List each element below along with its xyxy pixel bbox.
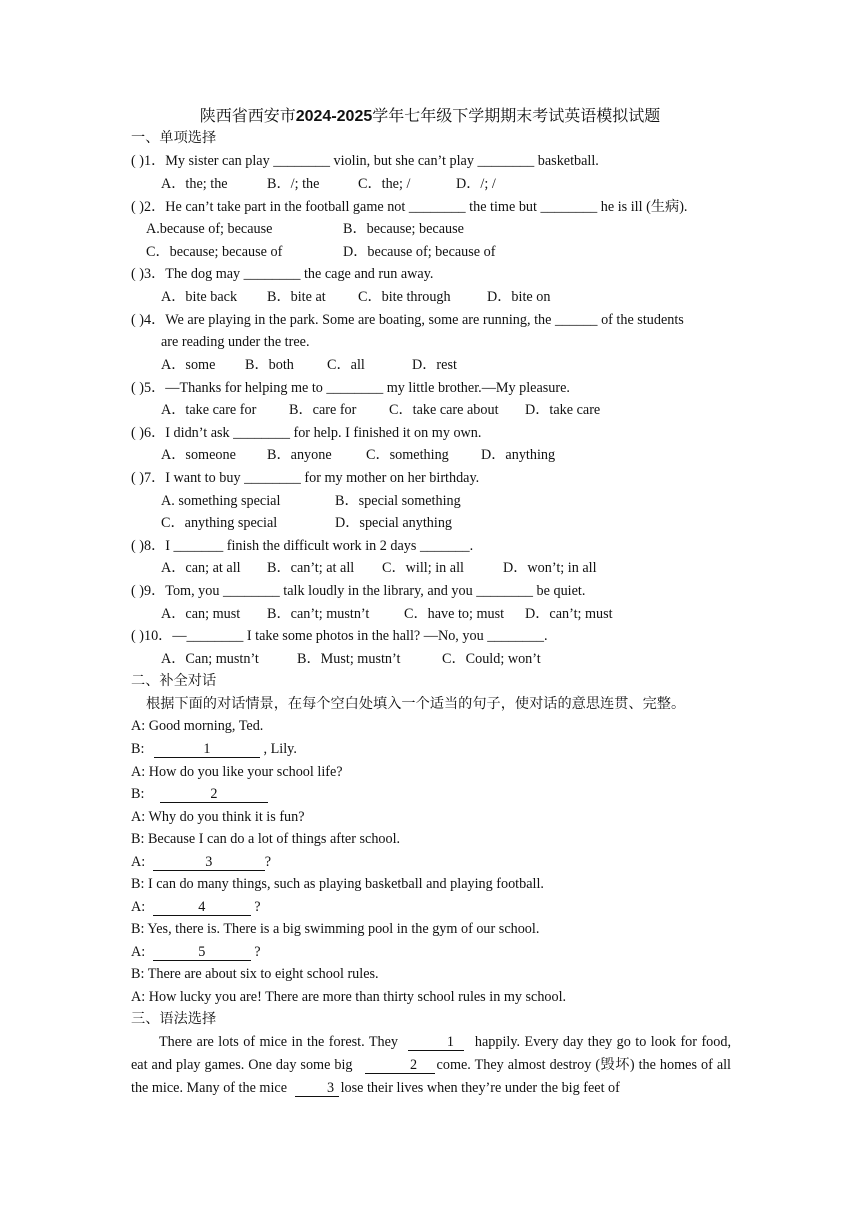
question-9-option-d: D．can’t; must — [525, 606, 613, 622]
question-2-option-d: D．because of; because of — [343, 244, 496, 260]
question-1-option-b: B．/; the — [267, 176, 320, 192]
section-heading-grammar: 三、语法选择 — [131, 1011, 217, 1027]
question-6-stem: ( )6．I didn’t ask ________ for help. I finished it on my own. — [131, 425, 482, 441]
question-4-stem-continued: are reading under the tree. — [161, 334, 310, 350]
speaker-label: A: — [131, 944, 146, 960]
question-1-stem: ( )1．My sister can play ________ violin, but she can’t play ________ basketball. — [131, 153, 599, 169]
question-3-option-d: D．bite on — [487, 289, 551, 305]
question-9-stem: ( )9．Tom, you ________ talk loudly in the library, and you ________ be quiet. — [131, 583, 586, 599]
passage-text: There are lots of mice in the forest. They — [159, 1034, 398, 1050]
question-6-option-c: C．something — [366, 447, 449, 463]
title-region: 陕西省西安市 — [199, 108, 296, 125]
question-2-option-a: A.because of; because — [146, 221, 273, 237]
passage-paragraph — [131, 1031, 731, 1100]
dialog-line-7 — [131, 852, 271, 872]
passage-text: come. They almost destroy (毁坏) the homes of all the mice. Many of the mice — [131, 1057, 732, 1096]
question-5-option-c: C．take care about — [389, 402, 499, 418]
question-8-stem: ( )8．I _______ finish the difficult work in 2 days _______. — [131, 538, 474, 554]
section-heading-multiple-choice: 一、单项选择 — [131, 130, 217, 146]
question-7-option-a: A. something special — [161, 493, 281, 509]
question-2-stem: ( )2．He can’t take part in the football game not ________ the time but ________ he is ill (生病). — [131, 199, 688, 215]
question-6-option-b: B．anyone — [267, 447, 332, 463]
dialog-line-6: B: Because I can do a lot of things after school. — [131, 831, 401, 847]
passage-blank-3: 3 — [295, 1080, 339, 1097]
question-9-option-b: B．can’t; mustn’t — [267, 606, 370, 622]
speaker-label: B: — [131, 741, 145, 757]
speaker-label: A: — [131, 899, 146, 915]
dialog-text: ? — [254, 899, 261, 915]
dialog-line-13: A: How lucky you are! There are more than thirty school rules in my school. — [131, 989, 567, 1005]
question-5-option-a: A．take care for — [161, 402, 257, 418]
question-7-option-b: B．special something — [335, 493, 461, 509]
title-year: 2024-2025 — [295, 108, 373, 125]
question-4-option-d: D．rest — [412, 357, 457, 373]
question-10-option-c: C．Could; won’t — [442, 651, 541, 667]
dialog-text: ? — [254, 944, 261, 960]
question-3-option-b: B．bite at — [267, 289, 326, 305]
dialog-text: ? — [264, 854, 272, 870]
question-10-option-a: A．Can; mustn’t — [161, 651, 259, 667]
speaker-label: B: — [131, 786, 145, 802]
passage-blank-2: 2 — [365, 1057, 435, 1074]
passage-text: lose their lives when they’re under the big feet of — [340, 1080, 620, 1096]
question-8-option-d: D．won’t; in all — [503, 560, 597, 576]
question-5-option-b: B．care for — [289, 402, 357, 418]
dialog-line-12: B: There are about six to eight school rules. — [131, 966, 379, 982]
question-8-option-a: A．can; at all — [161, 560, 241, 576]
dialog-line-1: A: Good morning, Ted. — [131, 718, 264, 734]
dialog-text: , Lily. — [263, 741, 297, 757]
question-2-option-c: C．because; because of — [146, 244, 283, 260]
question-3-stem: ( )3．The dog may ________ the cage and run away. — [131, 266, 434, 282]
question-4-option-c: C．all — [327, 357, 365, 373]
answer-blank-2: 2 — [160, 786, 268, 803]
question-4-stem: ( )4．We are playing in the park. Some are boating, some are running, the ______ of the students — [131, 312, 684, 328]
question-6-option-a: A．someone — [161, 447, 236, 463]
answer-blank-3: 3 — [153, 854, 265, 871]
question-7-stem: ( )7．I want to buy ________ for my mother on her birthday. — [131, 470, 480, 486]
dialog-line-4 — [131, 784, 268, 804]
question-5-stem: ( )5．—Thanks for helping me to ________ my little brother.—My pleasure. — [131, 380, 570, 396]
speaker-label: A: — [131, 854, 146, 870]
dialog-line-9 — [131, 897, 261, 917]
question-3-option-a: A．bite back — [161, 289, 238, 305]
answer-blank-5: 5 — [153, 944, 251, 961]
question-7-option-d: D．special anything — [335, 515, 453, 531]
question-9-option-c: C．have to; must — [404, 606, 505, 622]
dialog-line-11 — [131, 942, 261, 962]
question-10-stem: ( )10．—________ I take some photos in the hall? —No, you ________. — [131, 628, 548, 644]
question-7-option-c: C．anything special — [161, 515, 278, 531]
dialog-line-8: B: I can do many things, such as playing basketball and playing football. — [131, 876, 544, 892]
passage-text: happily. Every day they go to look for food, eat and play games. One day some big — [131, 1034, 732, 1073]
question-1-option-a: A．the; the — [161, 176, 228, 192]
question-4-option-b: B．both — [245, 357, 294, 373]
question-10-option-b: B．Must; mustn’t — [297, 651, 401, 667]
question-8-option-b: B．can’t; at all — [267, 560, 355, 576]
answer-blank-1: 1 — [154, 741, 260, 758]
dialog-line-10: B: Yes, there is. There is a big swimming pool in the gym of our school. — [131, 921, 540, 937]
page-title — [0, 106, 860, 128]
question-3-option-c: C．bite through — [358, 289, 451, 305]
dialog-line-3: A: How do you like your school life? — [131, 764, 343, 780]
question-2-option-b: B．because; because — [343, 221, 464, 237]
dialog-line-5: A: Why do you think it is fun? — [131, 809, 305, 825]
answer-blank-4: 4 — [153, 899, 251, 916]
question-8-option-c: C．will; in all — [382, 560, 464, 576]
title-subject: 学年七年级下学期期末考试英语模拟试题 — [372, 108, 661, 125]
grammar-passage — [131, 1031, 731, 1100]
question-4-option-a: A．some — [161, 357, 216, 373]
passage-blank-1: 1 — [408, 1034, 464, 1051]
dialog-line-2 — [131, 739, 297, 759]
question-5-option-d: D．take care — [525, 402, 601, 418]
question-9-option-a: A．can; must — [161, 606, 241, 622]
question-6-option-d: D．anything — [481, 447, 556, 463]
dialog-instruction: 根据下面的对话情景，在每个空白处填入一个适当的句子，使对话的意思连贯、完整。 — [146, 696, 686, 712]
question-1-option-c: C．the; / — [358, 176, 411, 192]
section-heading-dialog: 二、补全对话 — [131, 673, 217, 689]
question-1-option-d: D．/; / — [456, 176, 496, 192]
